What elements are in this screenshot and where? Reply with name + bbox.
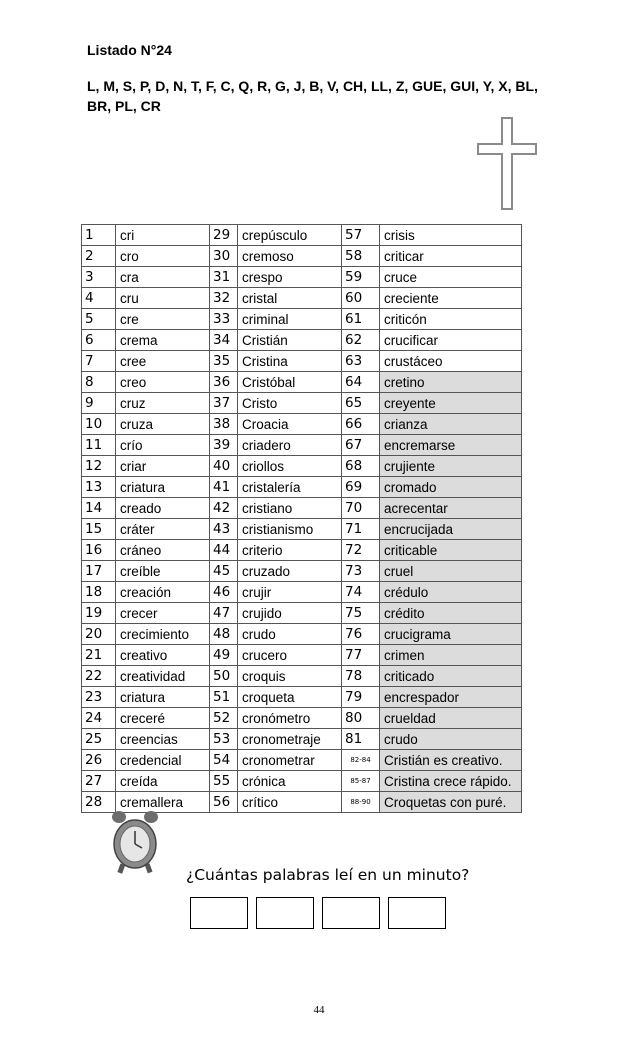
word-cell: creencias — [116, 729, 210, 750]
table-row — [82, 582, 522, 603]
word-number: 8 — [82, 372, 116, 393]
word-number: 70 — [342, 498, 380, 519]
word-cell: crudo — [380, 729, 522, 750]
word-number: 81 — [342, 729, 380, 750]
word-number: 50 — [210, 666, 238, 687]
word-number: 19 — [82, 603, 116, 624]
word-number: 27 — [82, 771, 116, 792]
word-number: 73 — [342, 561, 380, 582]
word-number: 41 — [210, 477, 238, 498]
word-cell: crujir — [238, 582, 342, 603]
word-cell: crucigrama — [380, 624, 522, 645]
word-cell: crecimiento — [116, 624, 210, 645]
table-row — [82, 624, 522, 645]
word-number: 43 — [210, 519, 238, 540]
word-cell: cra — [116, 267, 210, 288]
word-number: 74 — [342, 582, 380, 603]
word-cell: crecer — [116, 603, 210, 624]
word-cell: croquis — [238, 666, 342, 687]
word-cell: criterio — [238, 540, 342, 561]
word-cell: criar — [116, 456, 210, 477]
word-cell: cruz — [116, 393, 210, 414]
word-cell: crespo — [238, 267, 342, 288]
word-cell: creo — [116, 372, 210, 393]
word-cell: crítico — [238, 792, 342, 813]
word-number: 79 — [342, 687, 380, 708]
table-row — [82, 519, 522, 540]
list-title: Listado N°24 — [87, 42, 172, 58]
word-cell: cristalería — [238, 477, 342, 498]
word-cell: crudo — [238, 624, 342, 645]
word-number: 82-84 — [342, 750, 380, 771]
table-row — [82, 750, 522, 771]
word-cell: criticón — [380, 309, 522, 330]
word-number: 42 — [210, 498, 238, 519]
word-number: 69 — [342, 477, 380, 498]
word-number: 51 — [210, 687, 238, 708]
word-cell: crucificar — [380, 330, 522, 351]
word-cell: cronometraje — [238, 729, 342, 750]
word-number: 39 — [210, 435, 238, 456]
word-cell: creación — [116, 582, 210, 603]
word-cell: Cristo — [238, 393, 342, 414]
word-number: 48 — [210, 624, 238, 645]
word-number: 4 — [82, 288, 116, 309]
word-cell: cristianismo — [238, 519, 342, 540]
word-number: 38 — [210, 414, 238, 435]
table-row — [82, 288, 522, 309]
table-row — [82, 477, 522, 498]
word-cell: crepúsculo — [238, 225, 342, 246]
word-cell: Cristina — [238, 351, 342, 372]
word-cell: crimen — [380, 645, 522, 666]
table-row — [82, 561, 522, 582]
word-number: 64 — [342, 372, 380, 393]
table-row — [82, 225, 522, 246]
word-cell: encrucijada — [380, 519, 522, 540]
word-number: 75 — [342, 603, 380, 624]
word-cell: cráter — [116, 519, 210, 540]
word-cell: cráneo — [116, 540, 210, 561]
word-number: 15 — [82, 519, 116, 540]
word-cell: cre — [116, 309, 210, 330]
word-cell: crédulo — [380, 582, 522, 603]
word-number: 65 — [342, 393, 380, 414]
table-row — [82, 456, 522, 477]
word-cell: crustáceo — [380, 351, 522, 372]
word-number: 1 — [82, 225, 116, 246]
word-cell: Croquetas con puré. — [380, 792, 522, 813]
word-cell: croqueta — [238, 687, 342, 708]
word-number: 22 — [82, 666, 116, 687]
table-row — [82, 267, 522, 288]
table-row — [82, 603, 522, 624]
table-row — [82, 729, 522, 750]
word-number: 12 — [82, 456, 116, 477]
word-number: 88-90 — [342, 792, 380, 813]
word-number: 21 — [82, 645, 116, 666]
word-number: 58 — [342, 246, 380, 267]
word-number: 36 — [210, 372, 238, 393]
word-cell: cro — [116, 246, 210, 267]
word-number: 59 — [342, 267, 380, 288]
minute-question: ¿Cuántas palabras leí en un minuto? — [186, 866, 470, 884]
word-number: 11 — [82, 435, 116, 456]
word-cell: crónica — [238, 771, 342, 792]
word-number: 7 — [82, 351, 116, 372]
word-cell: cremallera — [116, 792, 210, 813]
word-cell: Cristián — [238, 330, 342, 351]
answer-box[interactable] — [388, 897, 446, 929]
table-row — [82, 372, 522, 393]
word-cell: cromado — [380, 477, 522, 498]
word-number: 17 — [82, 561, 116, 582]
word-number: 55 — [210, 771, 238, 792]
word-number: 33 — [210, 309, 238, 330]
word-cell: cruza — [116, 414, 210, 435]
word-cell: creativo — [116, 645, 210, 666]
word-number: 24 — [82, 708, 116, 729]
letters-list: L, M, S, P, D, N, T, F, C, Q, R, G, J, B, V, CH, LL, Z, GUE, GUI, Y, X, BL, BR, PL, CR — [87, 78, 538, 114]
word-cell: crujiente — [380, 456, 522, 477]
word-cell: cronómetro — [238, 708, 342, 729]
word-cell: criadero — [238, 435, 342, 456]
table-row — [82, 351, 522, 372]
word-number: 46 — [210, 582, 238, 603]
word-number: 44 — [210, 540, 238, 561]
table-row — [82, 540, 522, 561]
word-cell: creceré — [116, 708, 210, 729]
word-number: 71 — [342, 519, 380, 540]
word-cell: criticar — [380, 246, 522, 267]
word-number: 26 — [82, 750, 116, 771]
table-row — [82, 771, 522, 792]
word-number: 67 — [342, 435, 380, 456]
word-cell: cru — [116, 288, 210, 309]
word-number: 80 — [342, 708, 380, 729]
word-cell: crianza — [380, 414, 522, 435]
word-number: 6 — [82, 330, 116, 351]
table-row — [82, 435, 522, 456]
word-cell: Cristina crece rápido. — [380, 771, 522, 792]
table-row — [82, 708, 522, 729]
word-cell: crema — [116, 330, 210, 351]
word-cell: crédito — [380, 603, 522, 624]
table-row — [82, 666, 522, 687]
word-number: 5 — [82, 309, 116, 330]
word-number: 66 — [342, 414, 380, 435]
cross-icon — [476, 116, 538, 211]
word-number: 72 — [342, 540, 380, 561]
word-number: 9 — [82, 393, 116, 414]
answer-boxes — [190, 897, 450, 929]
word-cell: encrespador — [380, 687, 522, 708]
word-number: 3 — [82, 267, 116, 288]
word-number: 78 — [342, 666, 380, 687]
word-number: 85-87 — [342, 771, 380, 792]
word-cell: creado — [116, 498, 210, 519]
word-number: 37 — [210, 393, 238, 414]
word-cell: crujido — [238, 603, 342, 624]
word-cell: cruzado — [238, 561, 342, 582]
word-number: 31 — [210, 267, 238, 288]
word-number: 54 — [210, 750, 238, 771]
word-cell: criticable — [380, 540, 522, 561]
word-number: 76 — [342, 624, 380, 645]
word-number: 68 — [342, 456, 380, 477]
word-cell: crueldad — [380, 708, 522, 729]
word-number: 60 — [342, 288, 380, 309]
word-cell: cruel — [380, 561, 522, 582]
table-row — [82, 414, 522, 435]
word-cell: criticado — [380, 666, 522, 687]
table-row — [82, 687, 522, 708]
word-table — [81, 224, 522, 813]
table-row — [82, 309, 522, 330]
word-number: 25 — [82, 729, 116, 750]
word-number: 28 — [82, 792, 116, 813]
alarm-clock-icon — [110, 808, 160, 874]
word-cell: acrecentar — [380, 498, 522, 519]
word-number: 29 — [210, 225, 238, 246]
word-cell: crío — [116, 435, 210, 456]
word-number: 23 — [82, 687, 116, 708]
table-row — [82, 330, 522, 351]
word-cell: creciente — [380, 288, 522, 309]
word-number: 30 — [210, 246, 238, 267]
word-number: 32 — [210, 288, 238, 309]
word-cell: encremarse — [380, 435, 522, 456]
word-cell: cruce — [380, 267, 522, 288]
word-number: 62 — [342, 330, 380, 351]
word-cell: cristal — [238, 288, 342, 309]
word-cell: criminal — [238, 309, 342, 330]
word-number: 77 — [342, 645, 380, 666]
word-cell: crisis — [380, 225, 522, 246]
word-cell: Cristián es creativo. — [380, 750, 522, 771]
word-number: 2 — [82, 246, 116, 267]
word-cell: criatura — [116, 687, 210, 708]
word-number: 63 — [342, 351, 380, 372]
word-cell: credencial — [116, 750, 210, 771]
table-row — [82, 246, 522, 267]
table-row — [82, 645, 522, 666]
page-number: 44 — [313, 1004, 325, 1016]
word-number: 18 — [82, 582, 116, 603]
word-number: 61 — [342, 309, 380, 330]
word-cell: creíble — [116, 561, 210, 582]
word-cell: creída — [116, 771, 210, 792]
word-cell: cristiano — [238, 498, 342, 519]
word-number: 14 — [82, 498, 116, 519]
word-cell: creatividad — [116, 666, 210, 687]
word-number: 20 — [82, 624, 116, 645]
answer-box[interactable] — [190, 897, 248, 929]
table-row — [82, 393, 522, 414]
word-cell: Cristóbal — [238, 372, 342, 393]
word-number: 35 — [210, 351, 238, 372]
word-number: 57 — [342, 225, 380, 246]
word-cell: Croacia — [238, 414, 342, 435]
table-row — [82, 498, 522, 519]
word-cell: cremoso — [238, 246, 342, 267]
answer-box[interactable] — [256, 897, 314, 929]
word-cell: criollos — [238, 456, 342, 477]
word-cell: crucero — [238, 645, 342, 666]
word-number: 53 — [210, 729, 238, 750]
word-cell: cretino — [380, 372, 522, 393]
word-number: 45 — [210, 561, 238, 582]
word-number: 13 — [82, 477, 116, 498]
word-number: 34 — [210, 330, 238, 351]
word-number: 49 — [210, 645, 238, 666]
word-cell: criatura — [116, 477, 210, 498]
word-number: 10 — [82, 414, 116, 435]
word-number: 56 — [210, 792, 238, 813]
word-cell: cri — [116, 225, 210, 246]
word-cell: cree — [116, 351, 210, 372]
word-number: 47 — [210, 603, 238, 624]
word-number: 40 — [210, 456, 238, 477]
word-cell: cronometrar — [238, 750, 342, 771]
answer-box[interactable] — [322, 897, 380, 929]
word-cell: creyente — [380, 393, 522, 414]
word-number: 52 — [210, 708, 238, 729]
word-number: 16 — [82, 540, 116, 561]
